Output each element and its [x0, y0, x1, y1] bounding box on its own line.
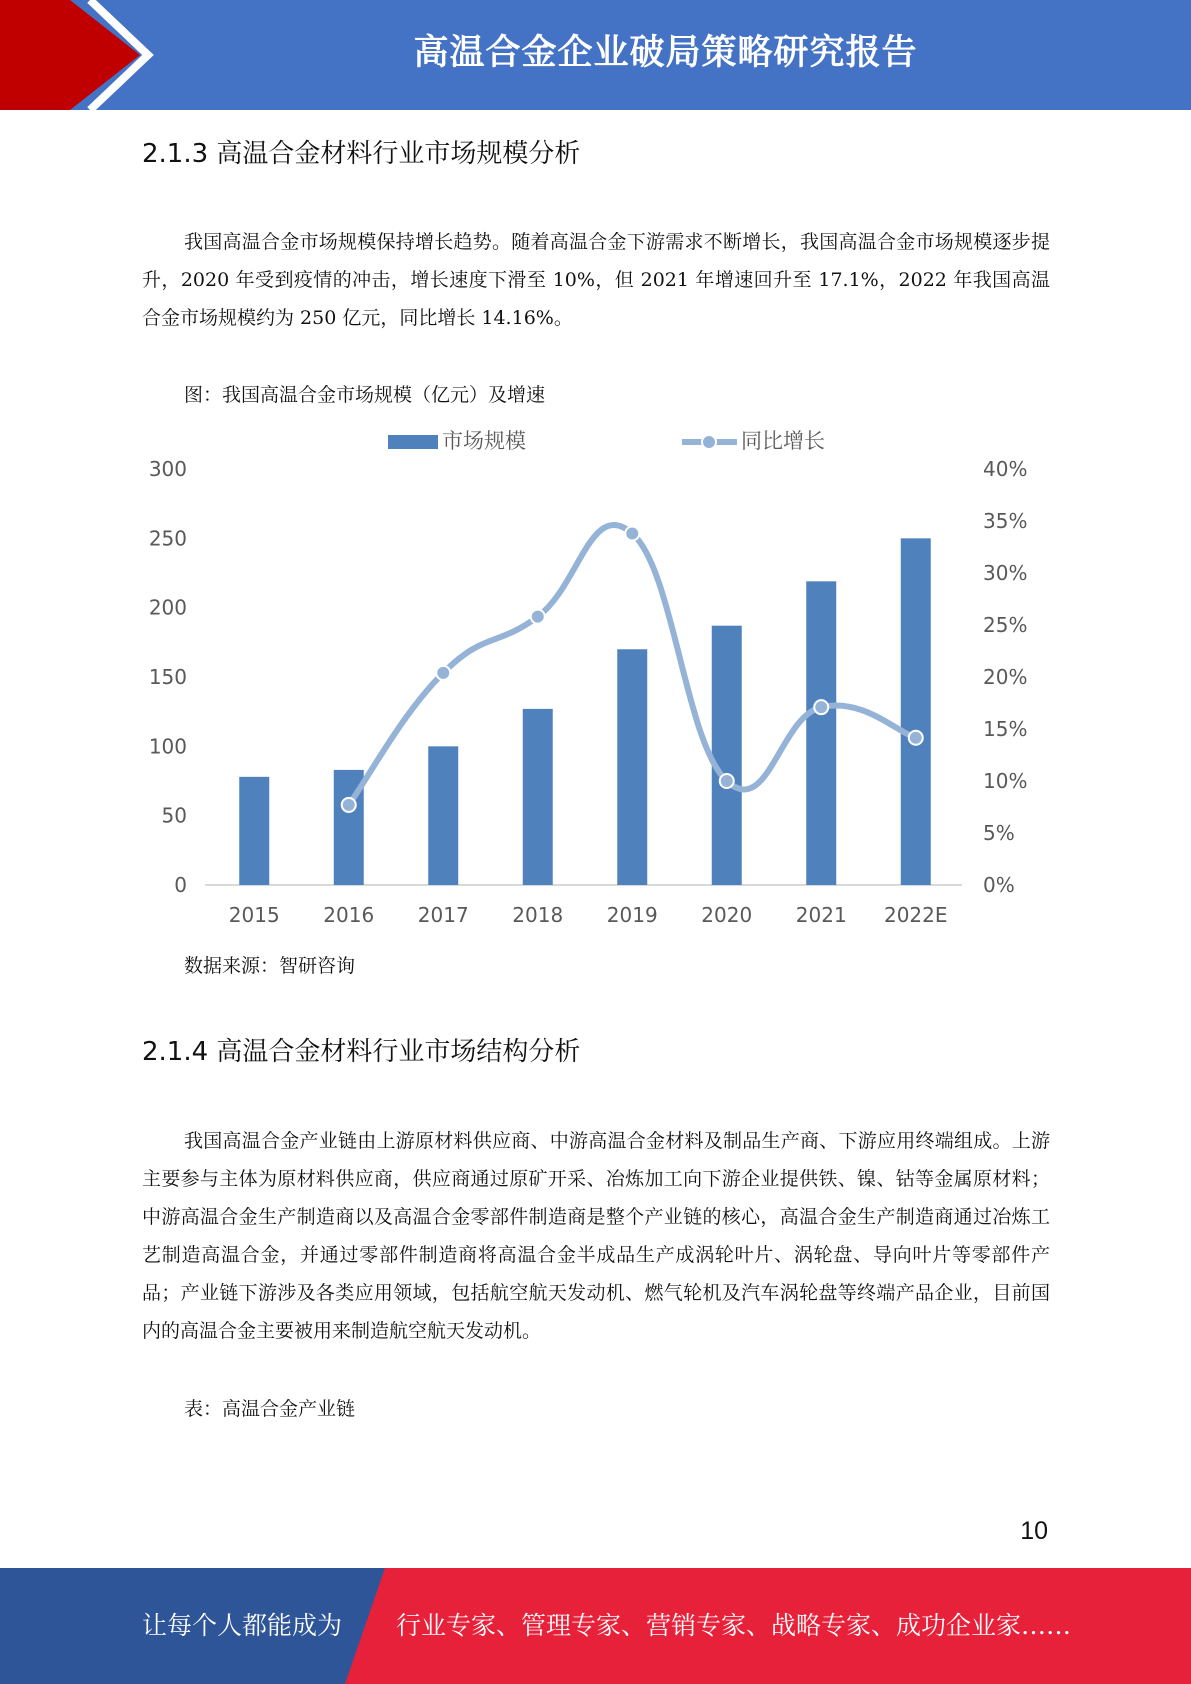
growth-point-2020 [720, 774, 734, 788]
bar-2022E [901, 538, 931, 885]
left-tick-label: 50 [161, 803, 187, 828]
right-tick-label: 40% [983, 457, 1028, 481]
bar-2018 [523, 709, 553, 885]
right-tick-label: 5% [983, 821, 1015, 845]
left-tick-label: 100 [148, 734, 187, 759]
data-source: 数据来源：智研咨询 [184, 955, 356, 977]
market-size-paragraph: 我国高温合金市场规模保持增长趋势。随着高温合金下游需求不断增长，我国高温合金市场规模逐步提升，2020 年受到疫情的冲击，增长速度下滑至 10%，但 2021 年增速回升至 17.1%，2022 年我国高温合金市场规模约为 250 亿元，同比增长 14.16%。 [142, 231, 1050, 329]
table-caption: 表：高温合金产业链 [184, 1398, 356, 1420]
right-tick-label: 30% [983, 561, 1028, 585]
legend-line-marker [702, 435, 716, 449]
legend-bar-swatch [388, 435, 438, 449]
left-tick-label: 200 [148, 595, 187, 620]
x-tick-label: 2015 [228, 903, 280, 927]
bar-2020 [712, 626, 742, 885]
legend-line-label: 同比增长 [741, 429, 825, 453]
right-tick-label: 0% [983, 873, 1015, 897]
x-tick-label: 2022E [883, 903, 948, 927]
bar-2019 [617, 649, 647, 885]
header-arrow-decoration [0, 0, 160, 110]
legend-bar-label: 市场规模 [442, 429, 526, 453]
figure-caption: 图：我国高温合金市场规模（亿元）及增速 [184, 384, 546, 406]
bar-2021 [806, 581, 836, 885]
x-axis-labels [229, 903, 948, 927]
page-footer [0, 1568, 1191, 1684]
footer-tagline: 行业专家、管理专家、营销专家、战略专家、成功企业家…… [396, 1611, 1072, 1640]
section-heading-2-1-3: 2.1.3 高温合金材料行业市场规模分析 [142, 139, 581, 169]
x-tick-label: 2020 [701, 903, 753, 927]
left-tick-label: 300 [148, 457, 187, 481]
page-number: 10 [1020, 1517, 1048, 1545]
market-structure-paragraph: 我国高温合金产业链由上游原材料供应商、中游高温合金材料及制品生产商、下游应用终端组成。上游主要参与主体为原材料供应商，供应商通过原矿开采、冶炼加工向下游企业提供铁、镍、钴等金属原材料；中游高温合金生产制造商以及高温合金零部件制造商是整个产业链的核心，高温合金生产制造商通过冶炼工艺制造高温合金，并通过零部件制造商将高温合金半成品生产成涡轮叶片、涡轮盘、导向叶片等零部件产品；产业链下游涉及各类应用领域，包括航空航天发动机、燃气轮机及汽车涡轮盘等终端产品企业，目前国内的高温合金主要被用来制造航空航天发动机。 [142, 1130, 1050, 1342]
x-tick-label: 2021 [795, 903, 847, 927]
market-size-chart [130, 415, 1060, 935]
right-tick-label: 20% [983, 665, 1028, 689]
legend [388, 429, 825, 453]
left-tick-label: 0 [174, 873, 187, 897]
growth-point-2019 [625, 526, 639, 540]
footer-slogan: 让每个人都能成为 [142, 1611, 343, 1640]
section-heading-2-1-4: 2.1.4 高温合金材料行业市场结构分析 [142, 1037, 581, 1067]
right-tick-label: 10% [983, 769, 1028, 793]
right-axis [983, 457, 1027, 897]
growth-point-2017 [436, 666, 450, 680]
right-tick-label: 25% [983, 613, 1028, 637]
right-tick-label: 15% [983, 717, 1028, 741]
x-tick-label: 2016 [323, 903, 375, 927]
bar-2015 [239, 777, 269, 885]
page-header [0, 0, 1191, 110]
left-tick-label: 250 [148, 526, 187, 551]
left-tick-label: 150 [148, 665, 187, 689]
report-title: 高温合金企业破局策略研究报告 [413, 33, 918, 73]
right-tick-label: 35% [983, 509, 1028, 533]
growth-point-2018 [531, 610, 545, 624]
bar-2017 [428, 746, 458, 885]
x-tick-label: 2018 [512, 903, 564, 927]
growth-point-2021 [814, 700, 828, 714]
left-axis [149, 457, 187, 897]
growth-point-2022E [909, 731, 923, 745]
x-tick-label: 2019 [606, 903, 658, 927]
x-tick-label: 2017 [417, 903, 469, 927]
growth-point-2016 [342, 798, 356, 812]
